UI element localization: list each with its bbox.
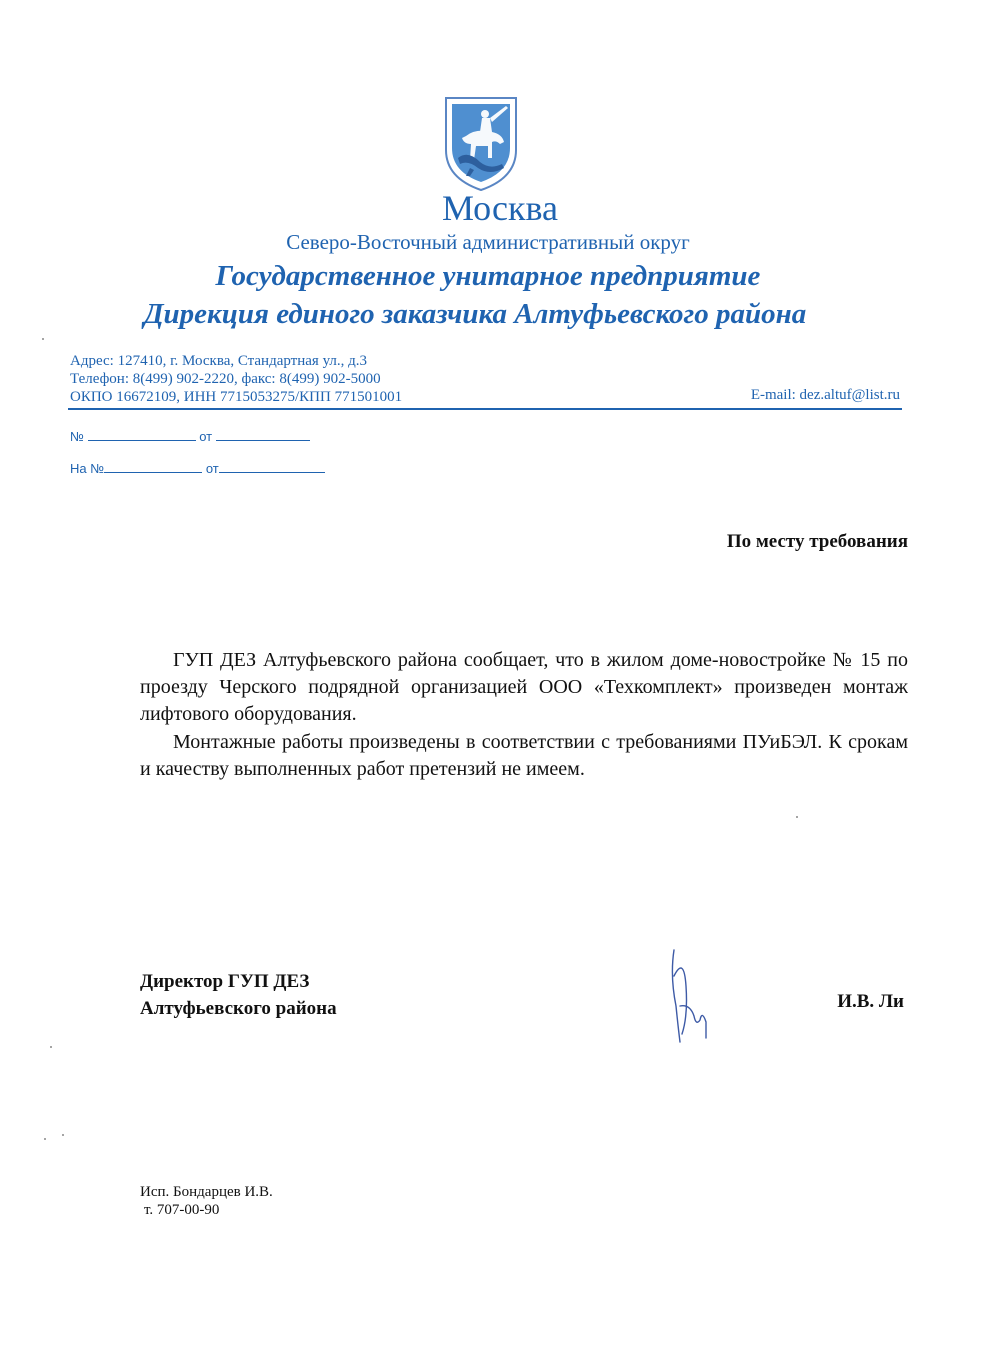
organization-name: Дирекция единого заказчика Алтуфьевского района bbox=[143, 298, 807, 330]
signer-title-line-2: Алтуфьевского района bbox=[140, 998, 337, 1019]
email-address: E-mail: dez.altuf@list.ru bbox=[750, 387, 900, 403]
executor-phone: т. 707-00-90 bbox=[144, 1202, 220, 1218]
reply-date-blank bbox=[219, 460, 325, 473]
signer-name: И.В. Ли bbox=[837, 991, 904, 1012]
recipient: По месту требования bbox=[726, 531, 908, 552]
paragraph-2: Монтажные работы произведены в соответствии с требованиями ПУиБЭЛ. К срокам и качеству выполненных работ претензий не имеем. bbox=[140, 731, 908, 780]
district-name: Северо-Восточный административный округ bbox=[286, 230, 690, 254]
phone-line: Телефон: 8(499) 902-2220, факс: 8(499) 902-5000 bbox=[70, 371, 381, 387]
moscow-coat-of-arms-icon bbox=[440, 92, 522, 192]
executor-name: Исп. Бондарцев И.В. bbox=[140, 1184, 273, 1200]
scan-speck bbox=[44, 1138, 46, 1140]
registration-codes: ОКПО 16672109, ИНН 7715053275/КПП 771501001 bbox=[70, 389, 403, 405]
signer-title-line-1: Директор ГУП ДЕЗ bbox=[140, 971, 310, 992]
city-title: Москва bbox=[442, 188, 558, 228]
scan-speck bbox=[50, 1046, 52, 1048]
incoming-reference bbox=[70, 460, 325, 477]
scan-speck bbox=[62, 1134, 64, 1136]
paragraph-1: ГУП ДЕЗ Алтуфьевского района сообщает, что в жилом доме-новостройке № 15 по проезду Черского подрядной организацией ООО «Техкомплект» произведен монтаж лифтового оборудования. bbox=[140, 649, 908, 725]
scan-speck bbox=[42, 338, 44, 340]
date-blank bbox=[216, 428, 310, 441]
outgoing-reference bbox=[70, 428, 310, 445]
signer-title bbox=[140, 968, 337, 1022]
header-divider bbox=[68, 408, 902, 410]
date-label: от bbox=[199, 429, 213, 444]
reply-number-label: На № bbox=[70, 461, 105, 476]
reply-date-label: от bbox=[205, 461, 219, 476]
organization-type: Государственное унитарное предприятие bbox=[215, 260, 761, 292]
handwritten-signature-icon bbox=[660, 946, 720, 1046]
address-line: Адрес: 127410, г. Москва, Стандартная ул., д.3 bbox=[70, 353, 368, 369]
scan-speck bbox=[796, 816, 798, 818]
number-blank bbox=[88, 428, 196, 441]
number-label: № bbox=[70, 429, 84, 444]
reply-number-blank bbox=[104, 460, 202, 473]
